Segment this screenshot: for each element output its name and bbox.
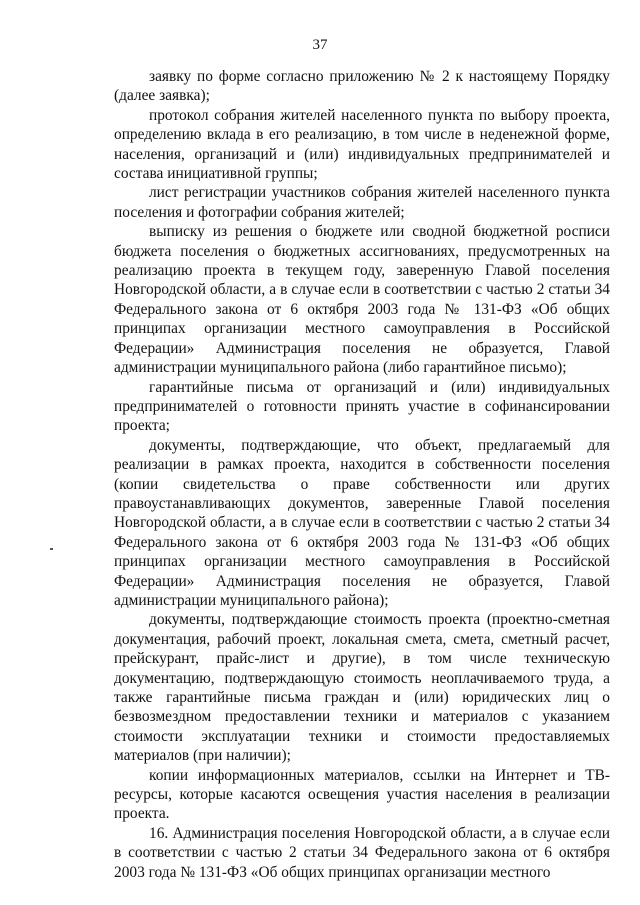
paragraph-meeting-protocol: протокол собрания жителей населенного пункта по выбору проекта, определению вклада в его реализацию, в том числе в неденежной форме, населения, организаций и (или) индивидуальных предпринимателей и состава инициативной группы; <box>114 106 610 183</box>
paragraph-cost-documents: документы, подтверждающие стоимость проекта (проектно-сметная документация, рабочий проект, локальная смета, смета, сметный расчет, прейскурант, прайс-лист и другие), в том числе техническую документацию, подтверждающую стоимость неоплачиваемого труда, а также гарантийные письма граждан и (или) юридических лиц о безвозмездном предоставлении техники и материалов с указанием стоимости эксплуатации техники и стоимости предоставляемых материалов (при наличии); <box>114 611 610 765</box>
margin-mark <box>50 548 53 550</box>
paragraph-registration-list: лист регистрации участников собрания жителей населенного пункта поселения и фотографии собрания жителей; <box>114 184 610 221</box>
paragraph-ownership-documents: документы, подтверждающие, что объект, предлагаемый для реализации в рамках проекта, находится в собственности поселения (копии свидетельства о праве собственности или других правоустанавливающих документов, заверенные Главой поселения Новгородской области, а в случае если в соответствии с частью 2 статьи 34 Федерального закона от 6 октября 2003 года № 131-ФЗ «Об общих принципах организации местного самоуправления в Российской Федерации» Администрация поселения не образуется, Главой администрации муниципального района); <box>114 436 610 609</box>
document-body <box>114 67 610 882</box>
page-number: 37 <box>312 37 328 53</box>
paragraph-budget-extract: выписку из решения о бюджете или сводной бюджетной росписи бюджета поселения о бюджетных ассигнованиях, предусмотренных на реализацию проекта в текущем году, заверенную Главой поселения Новгородской области, а в случае если в соответствии с частью 2 статьи 34 Федерального закона от 6 октября 2003 года № 131-ФЗ «Об общих принципах организации местного самоуправления в Российской Федерации» Администрация поселения не образуется, Главой администрации муниципального района (либо гарантийное письмо); <box>114 223 610 377</box>
paragraph-item-16: 16. Администрация поселения Новгородской области, а в случае если в соответствии с частью 2 статьи 34 Федерального закона от 6 октября 2003 года № 131-ФЗ «Об общих принципах организации местного <box>114 824 610 881</box>
paragraph-guarantee-letters: гарантийные письма от организаций и (или) индивидуальных предпринимателей о готовности принять участие в софинансировании проекта; <box>114 378 610 435</box>
paragraph-information-materials: копии информационных материалов, ссылки на Интернет и ТВ-ресурсы, которые касаются освещения участия населения в реализации проекта. <box>114 766 610 823</box>
paragraph-application-form: заявку по форме согласно приложению № 2 к настоящему Порядку (далее заявка); <box>114 68 610 105</box>
